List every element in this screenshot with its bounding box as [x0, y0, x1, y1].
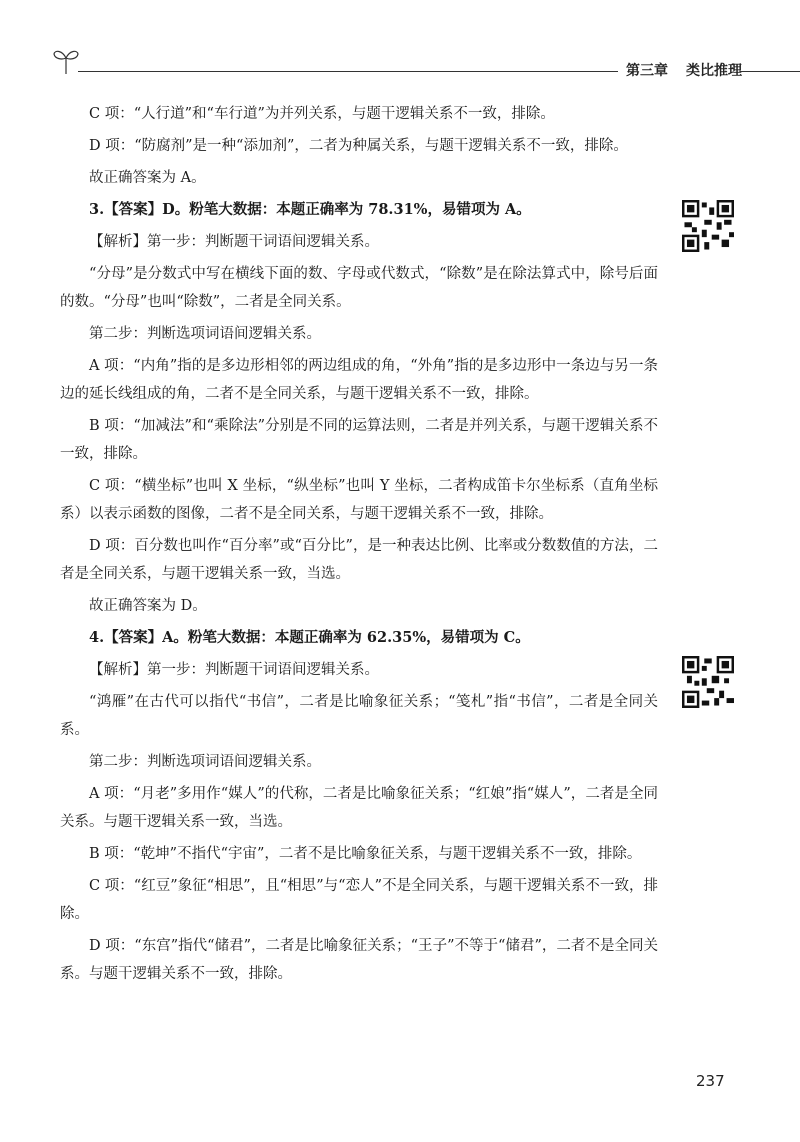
paragraph: 故正确答案为 D。: [89, 598, 207, 614]
section-label: 类比推理: [686, 63, 742, 79]
answer-heading: 4.【答案】A。粉笔大数据：本题正确率为 62.35%，易错项为 C。: [89, 629, 530, 646]
paragraph: C 项：“红豆”象征“相思”，且“相思”与“恋人”不是全同关系，与题干逻辑关系不一致，排除。: [60, 878, 658, 922]
answer-heading: 3.【答案】D。粉笔大数据：本题正确率为 78.31%，易错项为 A。: [89, 201, 531, 218]
header-rule-right: [740, 71, 800, 72]
paragraph: B 项：“乾坤”不指代“宇宙”，二者不是比喻象征关系，与题干逻辑关系不一致，排除。: [89, 846, 642, 862]
paragraph: 故正确答案为 A。: [89, 170, 206, 186]
paragraph: D 项：百分数也叫作“百分率”或“百分比”，是一种表达比例、比率或分数数值的方法，二者是全同关系，与题干逻辑关系一致，当选。: [60, 538, 658, 582]
paragraph: C 项：“横坐标”也叫 X 坐标，“纵坐标”也叫 Y 坐标，二者构成笛卡尔坐标系（直角坐标系）以表示函数的图像，二者不是全同关系，与题干逻辑关系不一致，排除。: [60, 478, 658, 522]
qr-code-icon[interactable]: [682, 200, 734, 252]
paragraph: “鸿雁”在古代可以指代“书信”，二者是比喻象征关系；“笺札”指“书信”，二者是全同关系。: [60, 694, 658, 738]
page-number: 237: [696, 1072, 725, 1090]
analysis-heading: 【解析】第一步：判断题干词语间逻辑关系。: [89, 234, 379, 250]
paragraph: 第二步：判断选项词语间逻辑关系。: [89, 326, 321, 342]
paragraph: 第二步：判断选项词语间逻辑关系。: [89, 754, 321, 770]
paragraph: A 项：“内角”指的是多边形相邻的两边组成的角，“外角”指的是多边形中一条边与另一条边的延长线组成的角，二者不是全同关系，与题干逻辑关系不一致，排除。: [60, 358, 658, 402]
paragraph: B 项：“加减法”和“乘除法”分别是不同的运算法则，二者是并列关系，与题干逻辑关系不一致，排除。: [60, 418, 658, 462]
page-header: [48, 44, 800, 84]
analysis-heading: 【解析】第一步：判断题干词语间逻辑关系。: [89, 662, 379, 678]
header-rule-left: [78, 71, 618, 72]
paragraph: D 项：“防腐剂”是一种“添加剂”，二者为种属关系，与题干逻辑关系不一致，排除。: [89, 138, 628, 154]
qr-code-icon[interactable]: [682, 656, 734, 708]
body-text: [60, 100, 658, 992]
sprout-icon: [52, 44, 80, 76]
paragraph: A 项：“月老”多用作“媒人”的代称，二者是比喻象征关系；“红娘”指“媒人”，二者是全同关系。与题干逻辑关系一致，当选。: [60, 786, 658, 830]
paragraph: “分母”是分数式中写在横线下面的数、字母或代数式，“除数”是在除法算式中，除号后面的数。“分母”也叫“除数”，二者是全同关系。: [60, 266, 658, 310]
chapter-title: [626, 60, 742, 80]
paragraph: D 项：“东宫”指代“储君”，二者是比喻象征关系；“王子”不等于“储君”，二者不是全同关系。与题干逻辑关系不一致，排除。: [60, 938, 658, 982]
paragraph: C 项：“人行道”和“车行道”为并列关系，与题干逻辑关系不一致，排除。: [89, 106, 555, 122]
chapter-label: 第三章: [626, 63, 668, 79]
